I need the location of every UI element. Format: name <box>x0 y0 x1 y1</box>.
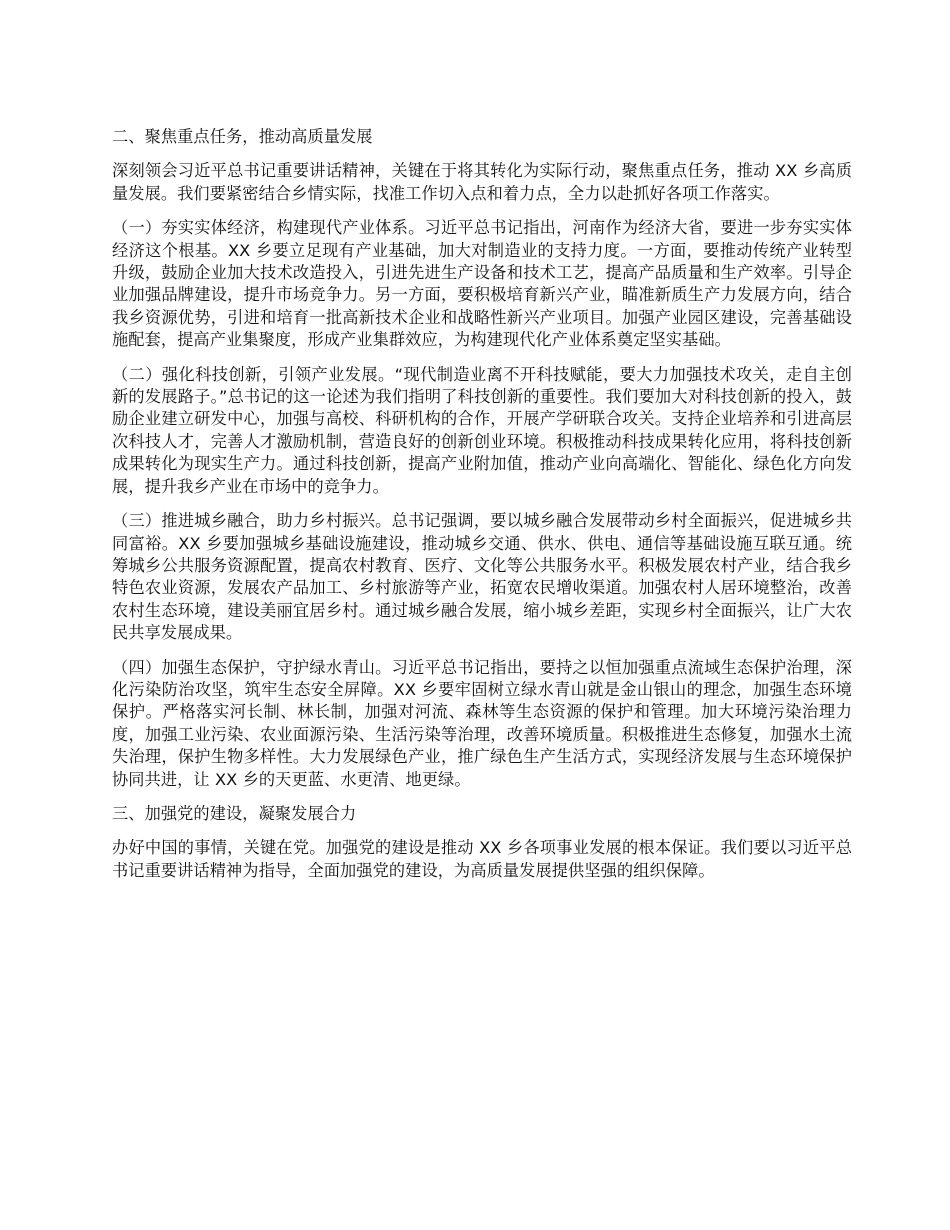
paragraph-item-2: （二）强化科技创新，引领产业发展。“现代制造业离不开科技赋能，要大力加强技术攻关，走自主创新的发展路子。”总书记的这一论述为我们指明了科技创新的重要性。我们要加大对科技创新的投入，鼓励企业建立研发中心，加强与高校、科研机构的合作，开展产学研联合攻关。支持企业培养和引进高层次科技人才，完善人才激励机制，营造良好的创新创业环境。积极推动科技成果转化应用，将科技创新成果转化为现实生产力。通过科技创新，提高产业附加值，推动产业向高端化、智能化、绿色化方向发展，提升我乡产业在市场中的竞争力。 <box>112 364 852 496</box>
section-heading-2: 二、聚焦重点任务，推动高质量发展 <box>112 127 373 146</box>
paragraph-item-1: （一）夯实实体经济，构建现代产业体系。习近平总书记指出，河南作为经济大省，要进一步夯实实体经济这个根基。XX 乡要立足现有产业基础，加大对制造业的支持力度。一方面，要推动传统产业转型升级，鼓励企业加大技术改造投入，引进先进生产设备和技术工艺，提高产品质量和生产效率。引导企业加强品牌建设，提升市场竞争力。另一方面，要积极培育新兴产业，瞄准新质生产力发展方向，结合我乡资源优势，引进和培育一批高新技术企业和战略性新兴产业项目。加强产业园区建设，完善基础设施配套，提高产业集聚度，形成产业集群效应，为构建现代化产业体系奠定坚实基础。 <box>112 218 852 350</box>
paragraph-item-4: （四）加强生态保护，守护绿水青山。习近平总书记指出，要持之以恒加强重点流域生态保护治理，深化污染防治攻坚，筑牢生态安全屏障。XX 乡要牢固树立绿水青山就是金山银山的理念，加强生态环境保护。严格落实河长制、林长制，加强对河流、森林等生态资源的保护和管理。加大环境污染治理力度，加强工业污染、农业面源污染、生活污染等治理，改善环境质量。积极推进生态修复，加强水土流失治理，保护生物多样性。大力发展绿色产业，推广绿色生产生活方式，实现经济发展与生态环境保护协同共进，让 XX 乡的天更蓝、水更清、地更绿。 <box>112 657 852 789</box>
section-heading-3: 三、加强党的建设，凝聚发展合力 <box>112 803 357 823</box>
document-page <box>112 126 852 894</box>
paragraph-item-3: （三）推进城乡融合，助力乡村振兴。总书记强调，要以城乡融合发展带动乡村全面振兴，促进城乡共同富裕。XX 乡要加强城乡基础设施建设，推动城乡交通、供水、供电、通信等基础设施互联互通。统筹城乡公共服务资源配置，提高农村教育、医疗、文化等公共服务水平。积极发展农村产业，结合我乡特色农业资源，发展农产品加工、乡村旅游等产业，拓宽农民增收渠道。加强农村人居环境整治，改善农村生态环境，建设美丽宜居乡村。通过城乡融合发展，缩小城乡差距，实现乡村全面振兴，让广大农民共享发展成果。 <box>112 511 852 643</box>
paragraph-intro-3: 办好中国的事情，关键在党。加强党的建设是推动 XX 乡各项事业发展的根本保证。我们要以习近平总书记重要讲话精神为指导，全面加强党的建设，为高质量发展提供坚强的组织保障。 <box>112 838 852 880</box>
paragraph-intro-2: 深刻领会习近平总书记重要讲话精神，关键在于将其转化为实际行动，聚焦重点任务，推动 XX 乡高质量发展。我们要紧密结合乡情实际，找准工作切入点和着力点，全力以赴抓好各项工作落实。 <box>112 161 852 203</box>
